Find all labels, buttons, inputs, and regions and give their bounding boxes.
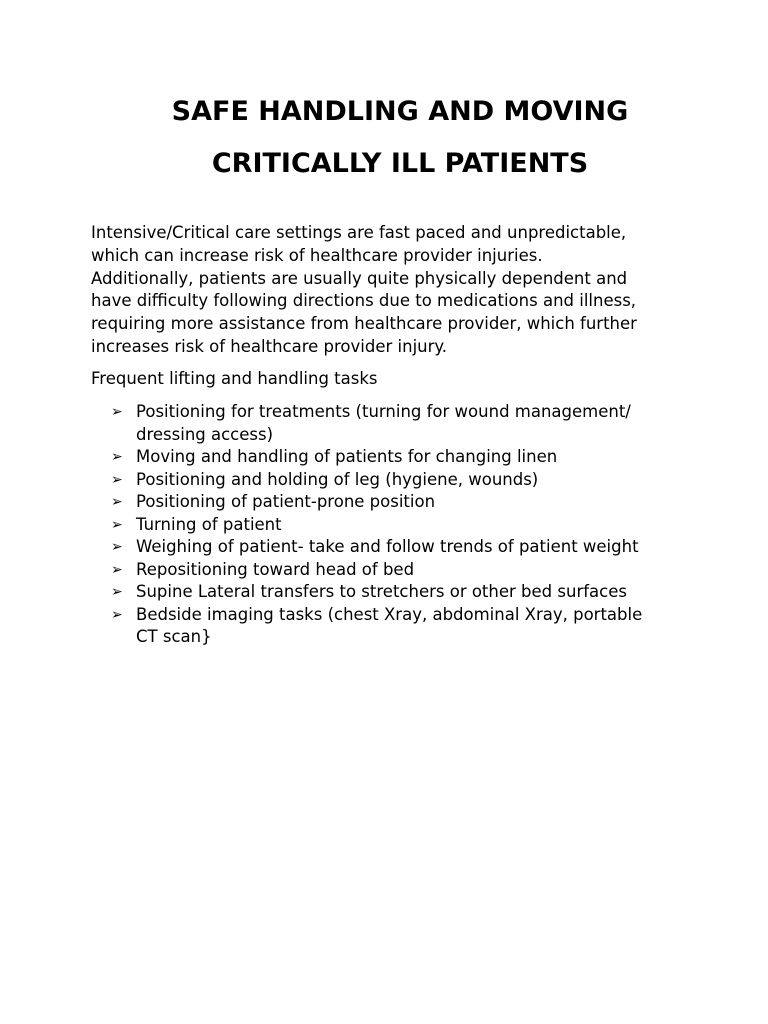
list-item-text: Positioning of patient-prone position xyxy=(136,492,436,511)
task-bullet-list xyxy=(111,401,711,649)
list-item-text: Positioning and holding of leg (hygiene, wounds) xyxy=(136,469,539,489)
list-item-text: Positioning for treatments (turning for wound management/ xyxy=(136,402,631,421)
list-item xyxy=(111,491,711,514)
list-item-text: Moving and handling of patients for changing linen xyxy=(136,447,558,466)
list-item xyxy=(111,401,711,446)
title-line-1: SAFE HANDLING AND MOVING xyxy=(171,96,629,127)
arrow-bullet-icon: ➢ xyxy=(111,449,123,465)
arrow-bullet-icon: ➢ xyxy=(111,584,123,600)
section-subheading: Frequent lifting and handling tasks xyxy=(91,369,378,388)
list-item xyxy=(111,469,711,492)
arrow-bullet-icon: ➢ xyxy=(111,539,123,555)
title-line-2: CRITICALLY ILL PATIENTS xyxy=(211,148,589,179)
list-item xyxy=(111,581,711,604)
arrow-bullet-icon: ➢ xyxy=(111,404,123,420)
list-item-text: dressing access) xyxy=(136,424,274,444)
intro-line: which can increase risk of healthcare provider injuries. xyxy=(91,245,543,265)
list-item-text: Supine Lateral transfers to stretchers or other bed surfaces xyxy=(136,582,627,601)
intro-line: Intensive/Critical care settings are fast paced and unpredictable, xyxy=(91,223,627,242)
intro-line: increases risk of healthcare provider injury. xyxy=(91,336,448,356)
list-item xyxy=(111,446,711,469)
intro-line: have difficulty following directions due to medications and illness, xyxy=(91,291,637,311)
list-item xyxy=(111,536,711,559)
list-item-text: Turning of patient xyxy=(136,514,282,534)
arrow-bullet-icon: ➢ xyxy=(111,471,123,488)
intro-paragraph xyxy=(91,222,691,359)
list-item-text: CT scan} xyxy=(136,627,212,646)
arrow-bullet-icon: ➢ xyxy=(111,494,123,510)
list-item-text: Repositioning toward head of bed xyxy=(136,559,415,579)
arrow-bullet-icon: ➢ xyxy=(111,606,123,623)
arrow-bullet-icon: ➢ xyxy=(111,561,123,578)
list-item xyxy=(111,559,711,582)
list-item xyxy=(111,514,711,537)
intro-line: requiring more assistance from healthcare provider, which further xyxy=(91,314,637,334)
list-item xyxy=(111,604,711,649)
list-item-text: Weighing of patient- take and follow trends of patient weight xyxy=(136,537,639,556)
page-title xyxy=(90,86,710,190)
intro-line: Additionally, patients are usually quite physically dependent and xyxy=(91,268,628,288)
list-item-text: Bedside imaging tasks (chest Xray, abdominal Xray, portable xyxy=(136,604,643,624)
arrow-bullet-icon: ➢ xyxy=(111,516,123,533)
